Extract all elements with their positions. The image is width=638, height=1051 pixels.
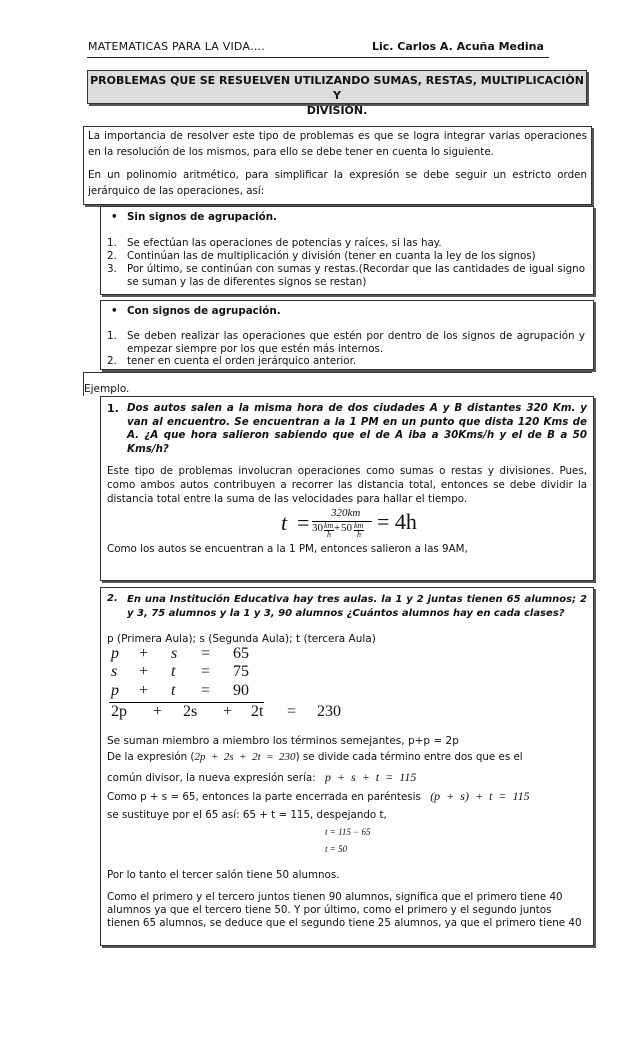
sum-op: + bbox=[153, 703, 163, 720]
formula-denominator-b: 50 bbox=[341, 522, 352, 534]
unit-h: h bbox=[357, 530, 361, 539]
rule-number: 3. bbox=[107, 263, 117, 275]
title-line-2: DIVISIÒN. bbox=[306, 104, 368, 117]
eq-value: 90 bbox=[233, 682, 249, 699]
formula-lhs: t bbox=[281, 510, 288, 535]
bullet-icon: • bbox=[111, 211, 118, 223]
eq-term: p bbox=[111, 682, 119, 699]
sum-value: 230 bbox=[317, 703, 341, 720]
intro-paragraph-1: La importancia de resolver este tipo de problemas es que se logra integrar varias operaciones en la resolución de los mismos, para ello se debe tener en cuenta lo siguiente. bbox=[88, 130, 587, 158]
example-label: Ejemplo. bbox=[84, 383, 130, 395]
formula-equals: = bbox=[297, 510, 310, 535]
header-right: Lic. Carlos A. Acuña Medina bbox=[372, 40, 544, 53]
rule-text: Continúan las de multiplicación y división (tener en cuanta la ley de los signos) bbox=[127, 250, 536, 262]
problem-1-question bbox=[107, 402, 587, 456]
variables-definition: p (Primera Aula); s (Segunda Aula); t (tercera Aula) bbox=[107, 633, 376, 645]
title-line-1: PROBLEMAS QUE SE RESUELVEN UTILIZANDO SUMAS, RESTAS, MULTIPLICACIÒN Y bbox=[90, 74, 584, 102]
eq-op: + bbox=[139, 682, 149, 699]
unit-h: h bbox=[327, 530, 331, 539]
sum-term: 2p bbox=[111, 703, 127, 720]
unit-km: km bbox=[354, 521, 364, 530]
intro-box bbox=[83, 126, 592, 205]
problem-1-box bbox=[100, 396, 594, 581]
question-text: Dos autos salen a la misma hora de dos ciudades A y B distantes 320 Km. y van al encuentro. Se encuentran a la 1 PM en un punto que dista 120 Kms de A. ¿A que hora salieron sabiendo que el de A iba a 30Kms/h y el de B a 50 Kms/h? bbox=[127, 402, 587, 455]
eq-term: t bbox=[171, 663, 176, 680]
eq-op: + bbox=[139, 663, 149, 680]
rule-item bbox=[107, 263, 585, 289]
step-1-text-a: De la expresión ( bbox=[107, 751, 195, 763]
rules-without-groups-box bbox=[100, 206, 594, 295]
rule-item bbox=[107, 355, 585, 368]
rule-item bbox=[107, 237, 585, 250]
eq-op: = bbox=[201, 682, 211, 699]
problem-1-explanation: Este tipo de problemas involucran operaciones como sumas o restas y divisiones. Pues, como ambos autos contribuyen a recorrer las distancia total, entonces se debe dividir la distancia total entre la suma de las velocidades para hallar el tiempo. bbox=[107, 465, 587, 505]
equation-row bbox=[111, 682, 371, 702]
step-2-expression: (p + s) + t = 115 bbox=[430, 789, 530, 803]
rule-number: 2. bbox=[107, 355, 117, 367]
step-2-text-b: se sustituye por el 65 así: 65 + t = 115, despejando t, bbox=[107, 809, 387, 821]
question-text: En una Institución Educativa hay tres aulas. la 1 y 2 juntas tienen 65 alumnos; 2 y 3, 75 alumnos y la 1 y 3, 90 alumnos ¿Cuántos alumnos hay en cada clases? bbox=[127, 594, 587, 619]
calc-line-1: t = 115 − 65 bbox=[325, 827, 371, 837]
problem-2-question bbox=[107, 593, 587, 621]
bullet-icon: • bbox=[111, 305, 118, 317]
eq-op: = bbox=[201, 645, 211, 662]
sum-term: 2s bbox=[183, 703, 198, 720]
sum-op: = bbox=[287, 703, 297, 720]
formula-denominator-a: 30 bbox=[312, 522, 323, 534]
rule-number: 1. bbox=[107, 237, 117, 249]
formula-result: = 4h bbox=[377, 509, 417, 534]
eq-term: p bbox=[111, 645, 119, 662]
step-1-text-c: común divisor, la nueva expresión sería: bbox=[107, 772, 316, 784]
equation-row bbox=[111, 645, 371, 665]
unit-km: km bbox=[324, 521, 334, 530]
step-1-expression: 2p + 2s + 2t = 230 bbox=[194, 751, 296, 763]
step-1-text-b: ) se divide cada término entre dos que es el bbox=[295, 751, 523, 763]
rule-text: Por último, se continúan con sumas y restas.(Recordar que las cantidades de igual signo se suman y las de diferentes signos se restan) bbox=[127, 263, 585, 288]
sum-op: + bbox=[223, 703, 233, 720]
step-2 bbox=[107, 787, 587, 824]
formula-numerator: 320km bbox=[331, 507, 361, 519]
eq-value: 75 bbox=[233, 663, 249, 680]
step-2-text-a: Como p + s = 65, entonces la parte encerrada en paréntesis bbox=[107, 791, 421, 803]
eq-op: + bbox=[139, 645, 149, 662]
sum-row bbox=[111, 703, 371, 725]
rule-item bbox=[107, 250, 585, 263]
rules-without-groups-heading: Sin signos de agrupación. bbox=[127, 211, 277, 223]
intro-paragraph-2: En un polinomio aritmético, para simplificar la expresión se debe seguir un estricto orden jerárquico de las operaciones, así: bbox=[88, 169, 587, 197]
formula-plus: + bbox=[334, 522, 341, 534]
step-1-new-expression: p + s + t = 115 bbox=[324, 770, 417, 784]
step-1 bbox=[107, 749, 587, 786]
eq-value: 65 bbox=[233, 645, 249, 662]
eq-term: s bbox=[111, 663, 118, 680]
problem-number: 1. bbox=[107, 402, 119, 415]
problem-number: 2. bbox=[107, 593, 118, 604]
eq-op: = bbox=[201, 663, 211, 680]
problem-2-box bbox=[100, 587, 594, 946]
rule-number: 1. bbox=[107, 330, 117, 342]
rule-text: Se deben realizar las operaciones que estén por dentro de los signos de agrupación y empezar siempre por los que estén más internos. bbox=[127, 330, 585, 355]
page-title bbox=[87, 70, 587, 117]
note-like-terms: Se suman miembro a miembro los términos semejantes, p+p = 2p bbox=[107, 735, 459, 747]
calc-line-2: t = 50 bbox=[325, 844, 348, 854]
sum-term: 2t bbox=[251, 703, 264, 720]
equation-row bbox=[111, 663, 371, 683]
rules-with-groups-heading: Con signos de agrupación. bbox=[127, 305, 281, 317]
conclusion-1: Por lo tanto el tercer salón tiene 50 alumnos. bbox=[107, 869, 340, 881]
rule-text: Se efectúan las operaciones de potencias y raíces, si las hay. bbox=[127, 237, 442, 249]
rule-item bbox=[107, 330, 585, 356]
rules-with-groups-box bbox=[100, 300, 594, 370]
conclusion-2: Como el primero y el tercero juntos tienen 90 alumnos, significa que el primero tiene 40 alumnos ya que el tercero tiene 50. Y por último, como el primero y el segundo juntos tienen 65 alumnos, se deduce que el segundo tiene 25 alumnos, ya que el primero tiene 40 bbox=[107, 891, 582, 929]
problem-1-conclusion: Como los autos se encuentran a la 1 PM, entonces salieron a las 9AM, bbox=[107, 543, 468, 555]
rule-number: 2. bbox=[107, 250, 117, 262]
rule-text: tener en cuenta el orden jerárquico anterior. bbox=[127, 355, 357, 367]
formula-speed bbox=[281, 507, 441, 547]
eq-term: t bbox=[171, 682, 176, 699]
header-left: MATEMATICAS PARA LA VIDA…. bbox=[88, 40, 265, 53]
example-label-frame bbox=[83, 372, 592, 396]
header-divider bbox=[87, 57, 549, 58]
eq-term: s bbox=[171, 645, 178, 662]
